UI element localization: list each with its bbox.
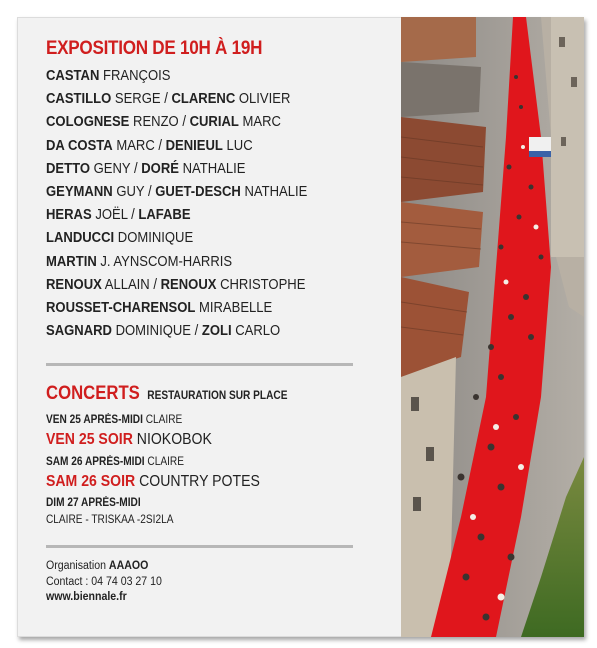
- separator-line: [46, 545, 353, 548]
- artist-line: [46, 181, 325, 204]
- artist-surname: HERAS: [46, 207, 92, 224]
- separator-line: [46, 363, 353, 366]
- artist-firstname: NATHALIE: [240, 184, 308, 201]
- artist-surname: RENOUX: [160, 276, 217, 293]
- artist-firstname: MARC /: [112, 137, 166, 154]
- contact-phone: Contact : 04 74 03 27 10: [46, 575, 162, 588]
- concert-performer: COUNTRY POTES: [135, 473, 260, 490]
- artist-surname: CASTILLO: [46, 91, 112, 108]
- street-red-carpet-photo: [401, 17, 584, 637]
- artist-surname: DA COSTA: [46, 137, 113, 154]
- artist-firstname: J. AYNSCOM-HARRIS: [96, 253, 233, 270]
- artist-firstname: CARLO: [231, 323, 281, 340]
- concert-performer: CLAIRE: [142, 414, 183, 426]
- concert-afternoon: [46, 456, 184, 468]
- concert-date: SAM 26 APRÈS-MIDI: [46, 456, 145, 468]
- artist-line: [46, 297, 325, 320]
- concert-performer: CLAIRE - TRISKAA -2SI2LA: [46, 514, 174, 526]
- concerts-subtitle: RESTAURATION SUR PLACE: [147, 390, 288, 402]
- artist-list: [46, 65, 356, 343]
- artist-surname: GUET-DESCH: [155, 184, 241, 201]
- artist-firstname: SERGE /: [111, 91, 172, 108]
- artist-firstname: CHRISTOPHE: [216, 276, 306, 293]
- artist-firstname: DOMINIQUE: [114, 230, 194, 247]
- artist-line: [46, 88, 325, 111]
- exposition-title: EXPOSITION DE 10H À 19H: [46, 38, 263, 59]
- artist-line: [46, 135, 325, 158]
- concert-afternoon: [46, 514, 173, 526]
- concert-performer: CLAIRE: [144, 456, 184, 468]
- artist-firstname: DOMINIQUE /: [111, 323, 202, 340]
- organisation-block: [46, 559, 162, 606]
- artist-surname: RENOUX: [46, 276, 102, 293]
- artist-surname: DETTO: [46, 160, 90, 177]
- artist-surname: CASTAN: [46, 68, 100, 84]
- exposition-section: [46, 38, 356, 343]
- flyer-card: [17, 17, 584, 637]
- concert-afternoon: [46, 414, 182, 426]
- artist-firstname: FRANÇOIS: [99, 68, 171, 84]
- concert-performer: NIOKOBOK: [132, 431, 212, 448]
- artist-line: [46, 65, 325, 88]
- artist-surname: COLOGNESE: [46, 114, 130, 131]
- artist-firstname: MARC: [238, 114, 281, 131]
- artist-surname: LAFABE: [138, 207, 191, 224]
- artist-surname: CURIAL: [189, 114, 239, 131]
- concert-date: DIM 27 APRÈS-MIDI: [46, 497, 141, 509]
- artist-line: [46, 227, 325, 250]
- concert-date: VEN 25 APRÈS-MIDI: [46, 414, 143, 426]
- artist-line: [46, 251, 325, 274]
- concerts-heading: [46, 383, 287, 405]
- artist-firstname: ALLAIN /: [101, 276, 161, 293]
- artist-surname: GEYMANN: [46, 184, 113, 201]
- organisation-label: Organisation: [46, 560, 109, 572]
- concerts-title: CONCERTS: [46, 383, 140, 404]
- artist-firstname: NATHALIE: [178, 160, 246, 177]
- artist-line: [46, 111, 325, 134]
- website-link[interactable]: www.biennale.fr: [46, 591, 127, 603]
- artist-firstname: GUY /: [112, 184, 156, 201]
- artist-surname: ZOLI: [201, 323, 232, 340]
- artist-line: [46, 204, 325, 227]
- street-photo-image: [401, 17, 584, 637]
- artist-line: [46, 320, 325, 343]
- organisation-name: AAAOO: [108, 560, 149, 572]
- artist-firstname: GENY /: [89, 160, 142, 177]
- artist-firstname: RENZO /: [129, 114, 190, 131]
- concert-evening: [46, 431, 212, 449]
- artist-firstname: JOËL /: [91, 207, 139, 224]
- artist-surname: DORÉ: [141, 160, 179, 177]
- artist-firstname: LUC: [222, 137, 253, 154]
- concert-evening: [46, 473, 260, 491]
- artist-surname: CLARENC: [171, 91, 236, 108]
- concert-date: SAM 26 SOIR: [46, 473, 136, 490]
- concert-afternoon: [46, 497, 141, 509]
- artist-line: [46, 158, 325, 181]
- concert-date: VEN 25 SOIR: [46, 431, 133, 448]
- organisation-line: [46, 559, 162, 575]
- artist-surname: DENIEUL: [165, 137, 223, 154]
- artist-line: [46, 274, 325, 297]
- artist-firstname: MIRABELLE: [195, 300, 273, 317]
- artist-surname: ROUSSET-CHARENSOL: [46, 300, 196, 317]
- artist-surname: SAGNARD: [46, 323, 112, 340]
- artist-firstname: OLIVIER: [235, 91, 291, 108]
- artist-surname: MARTIN: [46, 253, 97, 270]
- artist-surname: LANDUCCI: [46, 230, 115, 247]
